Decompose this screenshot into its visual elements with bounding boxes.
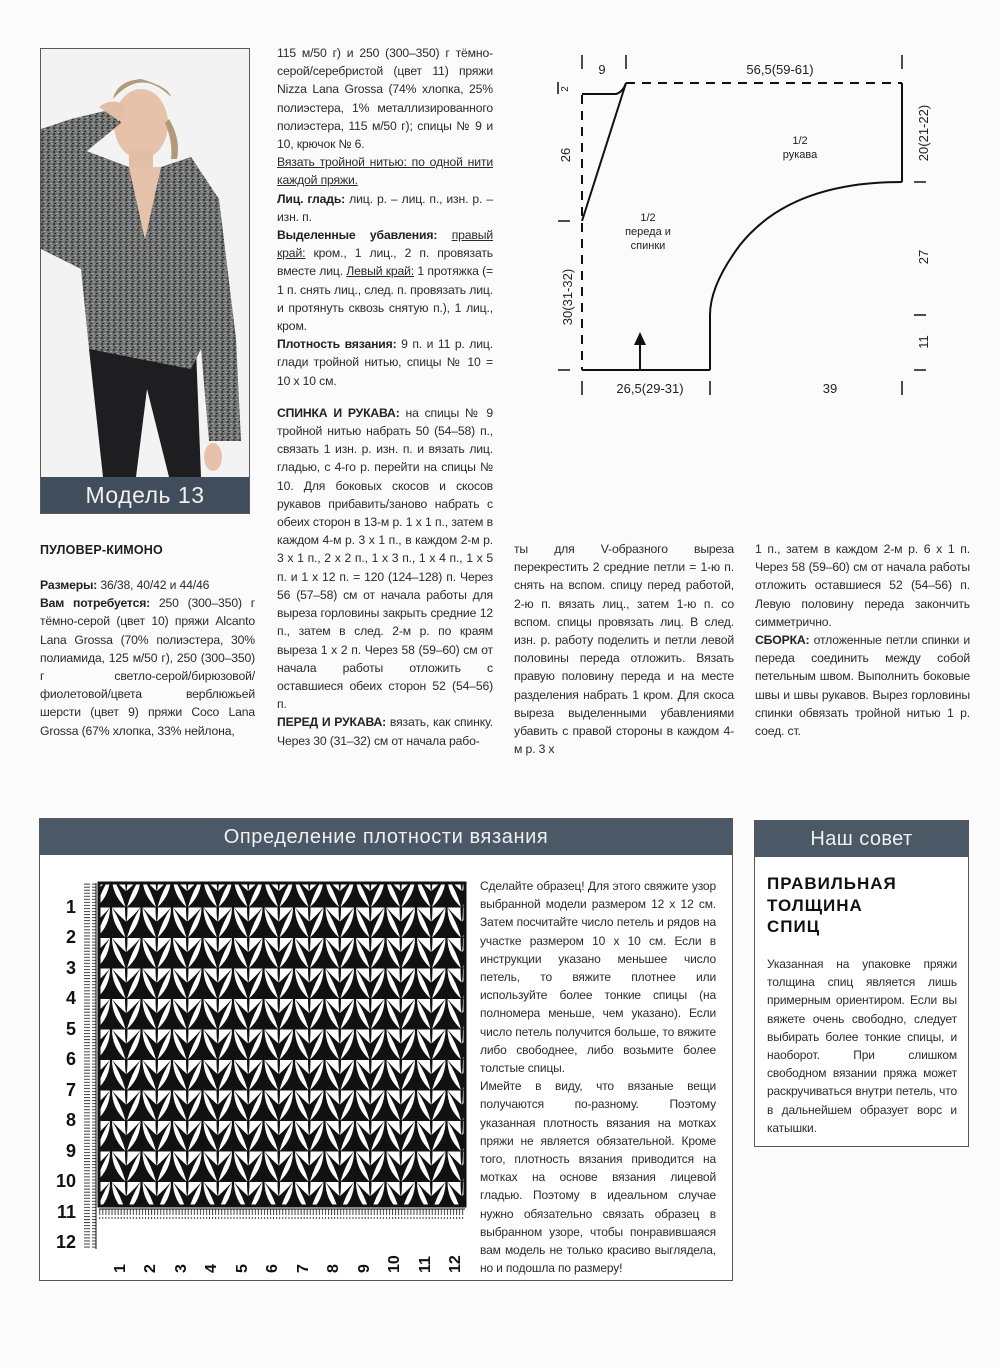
dim-cuff-height: 20(21-22) [916, 104, 931, 162]
sleeve-label: рукава [782, 149, 818, 161]
pattern-schematic [550, 45, 950, 405]
sizes-label: Размеры: [40, 578, 98, 592]
dim-side-height: 11 [916, 335, 931, 349]
assembly-value: отложенные петли спинки и переда соединить между собой петельным швом. Выполнить боковые швы и швы рукавов. Вырез горловины спинки обвязать тройной нитью 1 р. соед. ст. [755, 633, 970, 739]
dim-bottom-width: 26,5(29-31) [616, 381, 684, 396]
front-label: ПЕРЕД И РУКАВА: [277, 715, 387, 730]
front-value: вязать, как спинку. Через 30 (31–32) см от начала рабо- [277, 715, 493, 748]
front-continued: ты для V-образного выреза перекрестить 2 средние петли = 1-ю п. снять на вспом. спицу перед работой, 2-ю п. вязать лиц., затем 1-ю п. со вспом. спицы провязать лиц. В след. изн. р. работу поделить и петли левой половины переда отложить. Вязать правую половину переда и на месте разделения набрать 1 кром. Для скоса выреза выделенными убавлениями убавить с правой стороны в каждом 4-м р. 3 х [514, 542, 734, 757]
dim-sleeve-length: 39 [822, 381, 838, 396]
tip-body: Указанная на упаковке пряжи толщина спиц является лишь примерным ориентиром. Если вы вяжете очень свободно, следует выбирать более тонкие спицы, и наоборот. При слишком свободном вязании пряжа может раскручиваться внутри петель, что в дальнейшем образует ворс и катышки. [767, 957, 957, 1135]
materials-label: Вам потребуется: [40, 596, 151, 611]
dim-body-height: 30(31-32) [560, 268, 575, 326]
gauge-box-header: Определение плотности вязания [40, 819, 732, 855]
ruler-v-5: 5 [65, 1019, 76, 1039]
tip-box [754, 820, 969, 1147]
ruler-v-1: 1 [65, 897, 76, 917]
stockinette-label: Лиц. гладь: [277, 191, 346, 206]
ruler-h-8: 8 [325, 1264, 342, 1273]
ruler-h-2: 2 [142, 1264, 159, 1273]
ruler-h-11: 11 [417, 1256, 434, 1273]
model-illustration [41, 49, 249, 513]
gauge-box-text [480, 877, 716, 1277]
column-2 [277, 44, 493, 750]
ruler-h-9: 9 [356, 1264, 373, 1273]
ruler-v-8: 8 [65, 1110, 76, 1130]
ruler-v-9: 9 [65, 1141, 76, 1161]
gauge-para-2: Имейте в виду, что вязаные вещи получаются по-разному. Поэтому указанная плотность вязания на мотках пряжи не является обязательной. Кроме того, плотность вязания приводится на мотках на основе вязания лицевой гладью. Поэтому в идеальном случае нужно обязательно связать образец в выбранном узоре, чтобы понравившаяся вам модель не только красиво выглядела, но и подошла по размеру! [480, 1079, 716, 1276]
decreases-label: Выделенные убавления: [277, 228, 438, 243]
tip-title-line-1: ПРАВИЛЬНАЯ [767, 874, 897, 893]
dim-neck-width: 9 [598, 62, 606, 77]
column-4 [755, 540, 970, 740]
dim-sleeve-top: 56,5(59-61) [746, 62, 814, 77]
ruler-v-11: 11 [56, 1202, 76, 1222]
dim-neck-depth: 26 [558, 147, 573, 163]
gauge-label: Плотность вязания: [277, 337, 397, 352]
ruler-h-6: 6 [264, 1264, 281, 1273]
ruler-h-5: 5 [234, 1264, 251, 1273]
knit-swatch-with-rulers [50, 877, 470, 1277]
body-label-frac: 1/2 [640, 212, 656, 224]
ruler-h-7: 7 [295, 1264, 312, 1273]
gauge-para-1: Сделайте образец! Для этого свяжите узор выбранной модели размером 12 х 12 см. Затем посчитайте число петель и рядов на участке размером 10 х 10 см. Если в инструкции указано меньшее число петель, то вяжите плотнее или используйте более тонкие спицы (на полномера меньше, чем указано). Если число петель получится больше, то вяжите либо свободнее, либо возьмите более толстые спицы. [480, 879, 716, 1076]
ruler-v-3: 3 [65, 958, 76, 978]
dim-curve-height: 27 [916, 249, 931, 265]
ruler-h-10: 10 [386, 1255, 403, 1273]
sizes-value: 36/38, 40/42 и 44/46 [97, 578, 210, 592]
tip-box-header: Наш совет [755, 821, 968, 857]
column-3 [514, 540, 734, 758]
stockinette-value: лиц. р. – лиц. п., изн. р. – изн. п. [277, 191, 493, 224]
sleeve-label-frac: 1/2 [792, 135, 808, 147]
assembly-label: СБОРКА: [755, 633, 810, 648]
ruler-h-4: 4 [203, 1264, 220, 1273]
ruler-v-2: 2 [65, 927, 76, 947]
ruler-h-12: 12 [447, 1255, 464, 1273]
column-1 [40, 576, 255, 740]
right-edge-value: кром., 1 лиц., 2 п. провязать вместе лиц. [277, 246, 493, 279]
ruler-h-3: 3 [173, 1264, 190, 1273]
article-title: ПУЛОВЕР-КИМОНО [40, 543, 163, 557]
gauge-box [39, 818, 733, 1281]
model-photo [40, 48, 250, 514]
ruler-v-10: 10 [55, 1171, 76, 1191]
triple-yarn-note: Вязать тройной нитью: по одной нити каждой пряжи. [277, 155, 493, 188]
left-edge-value: 1 протяжка (= 1 п. снять лиц., след. п. провязать лиц. и протянуть сквозь снятую п.), 1 лиц., кром. [277, 264, 493, 334]
dim-neck-depth-small: 2 [560, 86, 571, 92]
right-edge-label: правый край: [277, 228, 493, 261]
model-caption: Модель 13 [41, 477, 249, 513]
ruler-v-7: 7 [65, 1080, 76, 1100]
ruler-v-4: 4 [65, 988, 76, 1008]
materials-continued: 115 м/50 г) и 250 (300–350) г тёмно-серой/серебристой (цвет 11) пряжи Nizza Lana Grossa (74% хлопка, 25% полиэстера, 1% металлизированного полиэстера, 115 м/50 г); спицы № 9 и 10, крючок № 6. [277, 46, 493, 152]
back-label: СПИНКА И РУКАВА: [277, 405, 400, 420]
tip-title [767, 873, 897, 938]
tip-title-line-3: СПИЦ [767, 917, 821, 936]
left-edge-label: Левый край: [346, 264, 415, 279]
body-label-1: переда и [625, 226, 671, 238]
ruler-h-1: 1 [112, 1264, 129, 1273]
gauge-value: 9 п. и 11 р. лиц. глади тройной нитью, спицы № 10 = 10 х 10 см. [277, 337, 493, 388]
tip-title-line-2: ТОЛЩИНА [767, 895, 863, 915]
back-value: на спицы № 9 тройной нитью набрать 50 (54–58) п., связать 1 изн. р. изн. п. и вязать лиц. гладью, с 4-го р. перейти на спицы № 10. Для боковых скосов и скосов рукавов прибавить/заново набрать с обеих сторон в 13-м р. 1 х 1 п., затем в каждом 4-м р. 3 х 1 п., в каждом 2-м р. 3 х 1 п., 2 х 2 п., 1 х 3 п., 1 х 4 п., 1 х 5 п. и 1 х 12 п. = 120 (124–128) п. Через 56 (57–58) см от начала работы для выреза горловины закрыть средние 12 п., затем в след. 2-м р. по краям выреза 1 х 2 п. Через 58 (59–60) см от начала работы отложить с оставшиеся обеих сторон 52 (54–56) п. [277, 405, 494, 712]
body-label-2: спинки [630, 240, 666, 252]
front-finish: 1 п., затем в каждом 2-м р. 6 х 1 п. Через 58 (59–60) см от начала работы отложить оставшиеся 52 (54–56) п. Левую половину переда закончить симметрично. [755, 542, 970, 629]
ruler-v-6: 6 [65, 1049, 76, 1069]
materials-value: 250 (300–350) г тёмно-серой (цвет 10) пряжи Alcanto Lana Grossa (70% полиэстера, 30% полиамида, 125 м/50 г), 250 (300–350) г светло-серой/бирюзовой/фиолетовой/цвета верблюжьей шерсти (цвет 9) пряжи Coco Lana Grossa (67% хлопка, 33% нейлона, [40, 596, 255, 738]
ruler-v-12: 12 [55, 1232, 76, 1252]
